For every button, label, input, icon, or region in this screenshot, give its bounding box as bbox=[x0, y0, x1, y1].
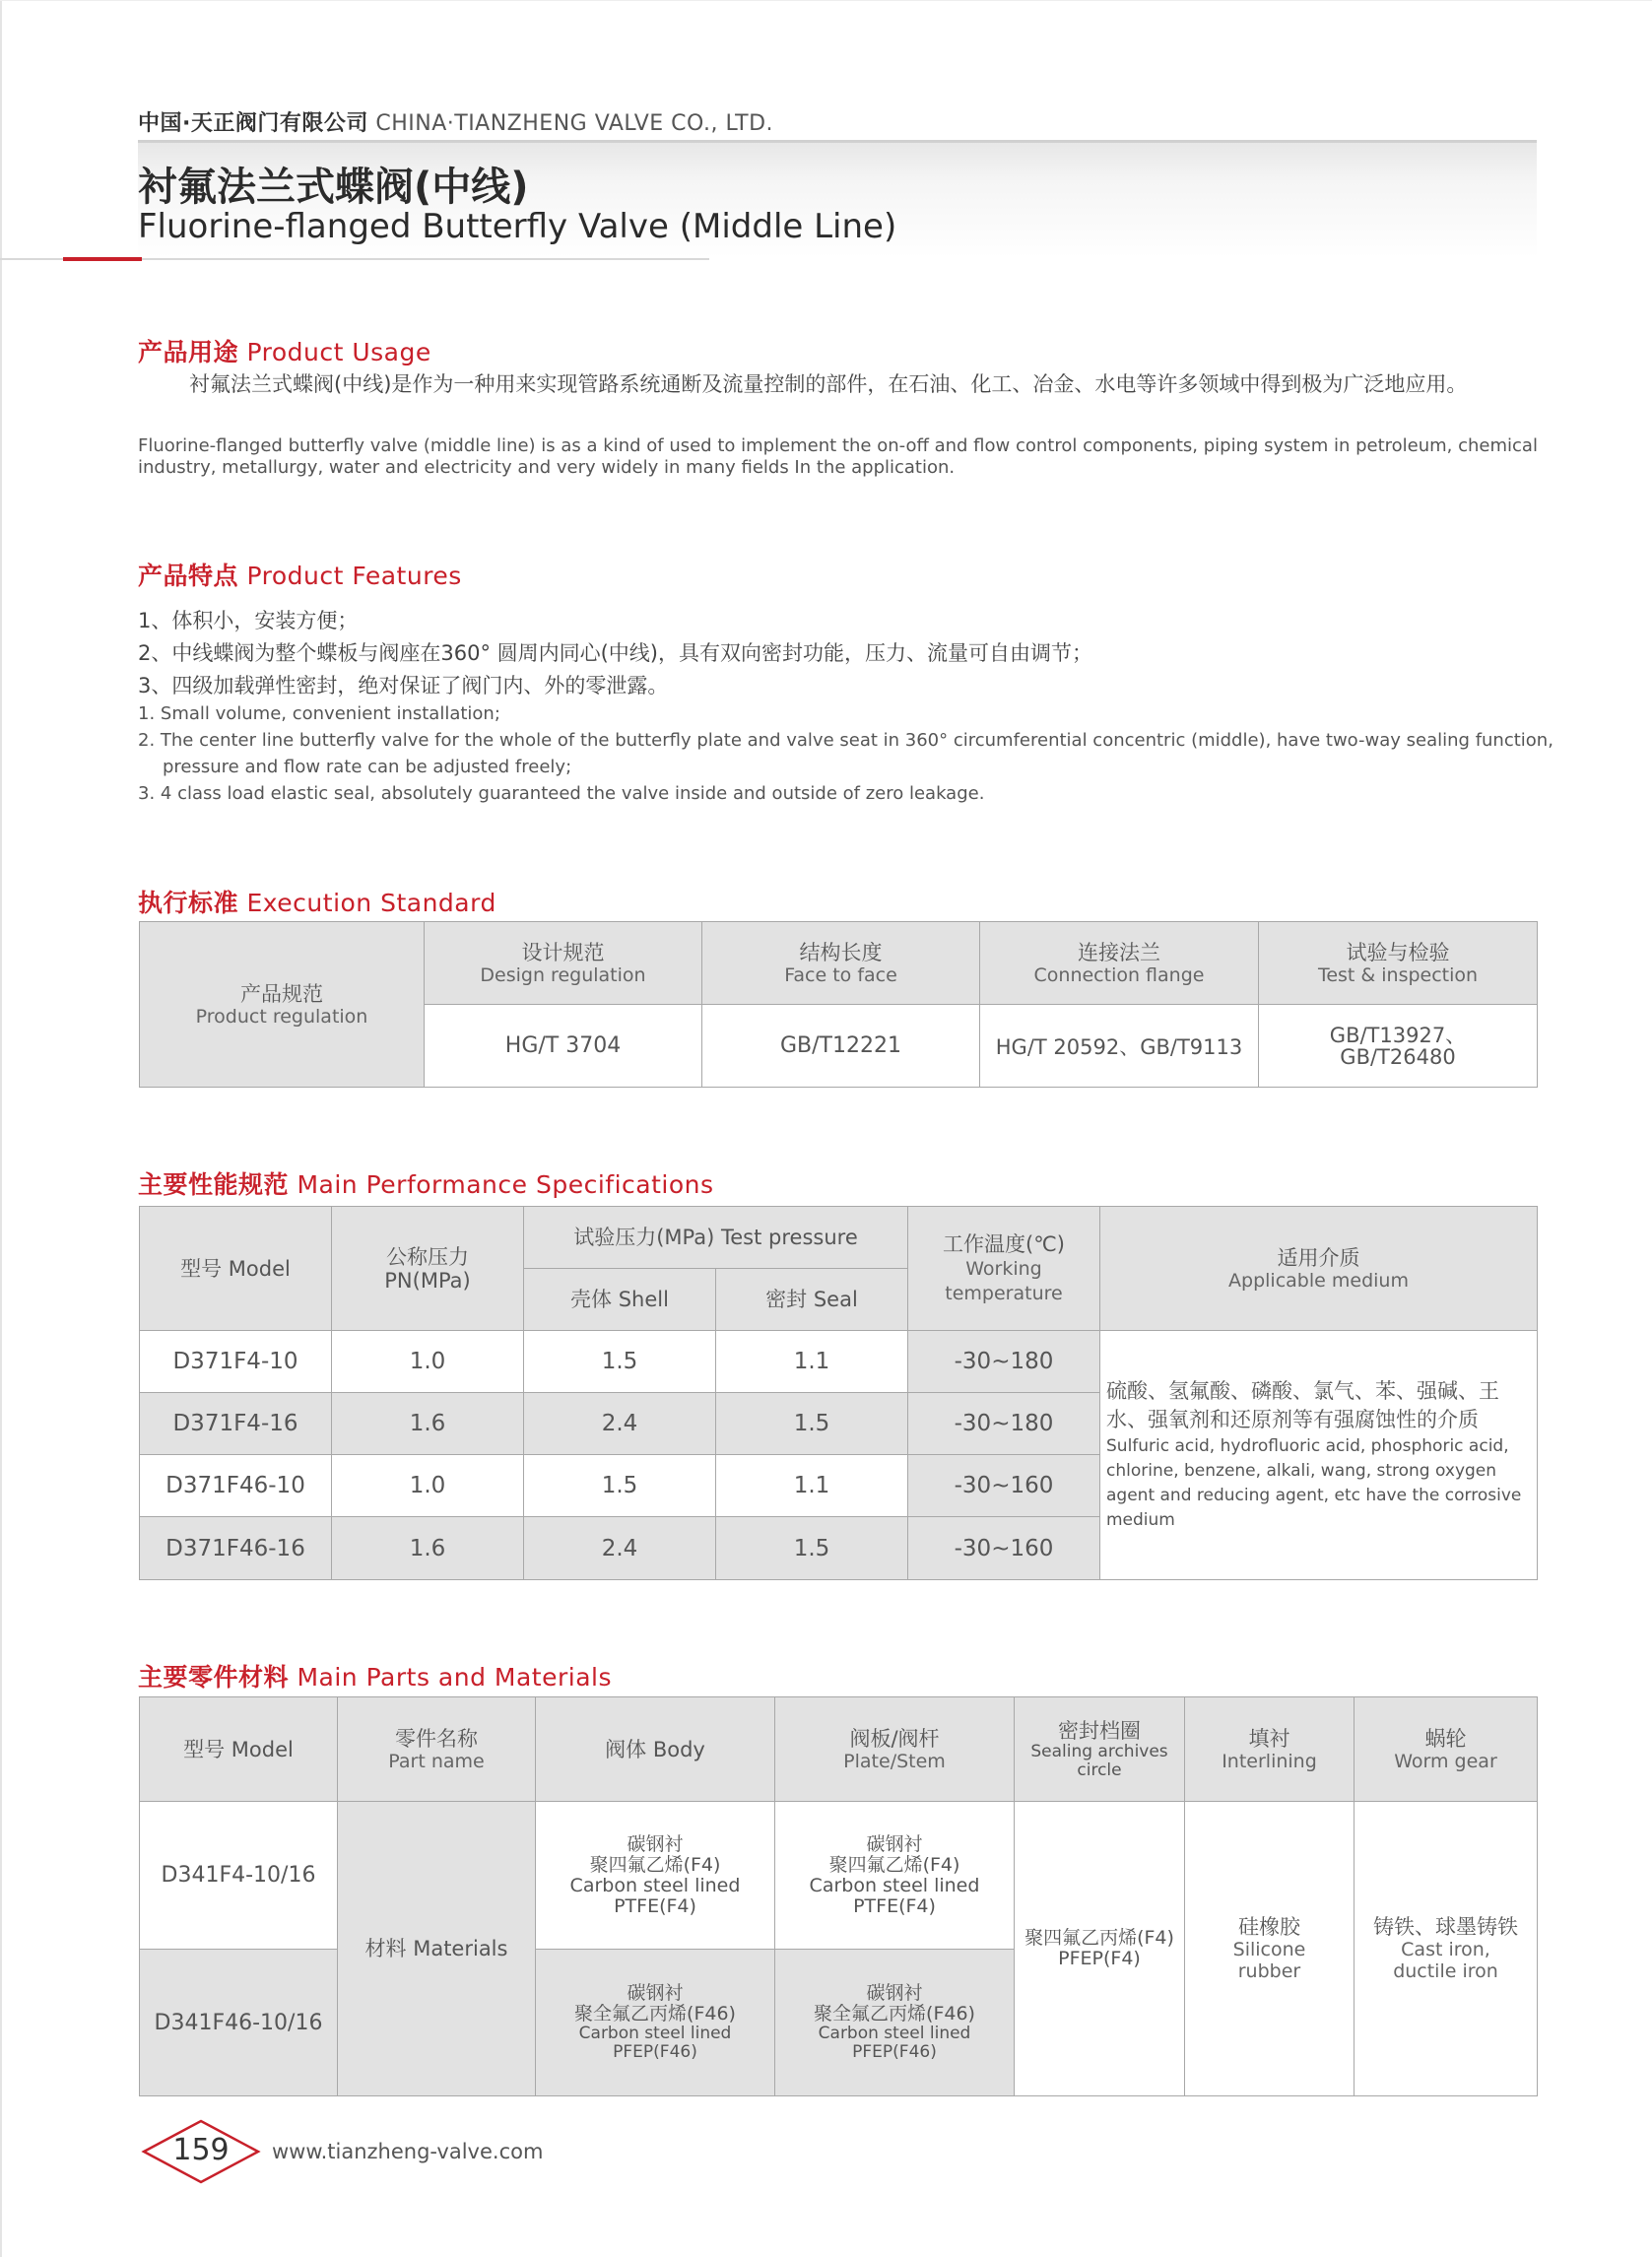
mat-header-interlining-en: Interlining bbox=[1222, 1750, 1317, 1772]
standard-col-header-en: Design regulation bbox=[480, 963, 646, 986]
page-number: 159 bbox=[172, 2133, 230, 2167]
mat-header-worm-en: Worm gear bbox=[1394, 1750, 1497, 1772]
mat-header-part-en: Part name bbox=[388, 1750, 485, 1772]
perf-header-pn-cn: 公称压力 bbox=[386, 1244, 469, 1269]
mat-model-2-text: D341F46-10/16 bbox=[154, 2010, 323, 2035]
standard-col-header-cn: 结构长度 bbox=[799, 940, 883, 964]
features-heading-cn: 产品特点 bbox=[138, 562, 239, 590]
mat-header-seal-cn: 密封档圈 bbox=[1058, 1718, 1141, 1743]
materials-heading bbox=[138, 1658, 612, 1693]
standard-col-header-en: Face to face bbox=[784, 963, 897, 986]
mat-worm-en: Cast iron, bbox=[1401, 1939, 1490, 1960]
company-name-cn: 中国·天正阀门有限公司 bbox=[138, 111, 368, 136]
standard-col-header-cn: 试验与检验 bbox=[1346, 940, 1450, 964]
perf-pn: 1.0 bbox=[409, 1473, 446, 1498]
mat-seal-value bbox=[1014, 1801, 1185, 2096]
table-row-cell bbox=[331, 1454, 524, 1517]
standard-heading bbox=[138, 884, 496, 919]
mat-interlining-en: rubber bbox=[1237, 1960, 1301, 1982]
mat-header-worm-cn: 蜗轮 bbox=[1424, 1726, 1467, 1751]
perf-model: D371F4-16 bbox=[172, 1411, 298, 1436]
mat-header-plate-cn: 阀板/阀杆 bbox=[849, 1726, 940, 1751]
feature-en-1: 1. Small volume, convenient installation; bbox=[138, 703, 500, 724]
standard-row-label bbox=[139, 921, 425, 1088]
perf-shell: 1.5 bbox=[601, 1473, 638, 1498]
perf-header-temp-en: Working bbox=[965, 1258, 1042, 1280]
mat-text: 碳钢衬 bbox=[627, 1982, 684, 2004]
mat-header-plate-en: Plate/Stem bbox=[843, 1750, 946, 1772]
mat-seal-cn: 聚四氟乙丙烯(F4) bbox=[1024, 1927, 1174, 1949]
perf-medium-cn: 硫酸、氢氟酸、磷酸、氯气、苯、强碱、王水、强氧剂和还原剂等有强腐蚀性的介质 bbox=[1106, 1379, 1499, 1431]
standard-value-text: GB/T13927、 GB/T26480 bbox=[1329, 1023, 1467, 1069]
company-name-en: CHINA·TIANZHENG VALVE CO., LTD. bbox=[375, 111, 774, 136]
mat-header-body bbox=[535, 1696, 775, 1802]
perf-header-temp-cn: 工作温度(℃) bbox=[943, 1232, 1065, 1256]
standard-value-text: GB/T12221 bbox=[780, 1033, 901, 1058]
usage-text-en: Fluorine-flanged butterfly valve (middle line) is as a kind of used to implement the on-off and flow control components, piping system in petroleum, chemical industry, metallurgy, water and electricity and very widely in many fields In the application. bbox=[138, 435, 1538, 478]
mat-header-interlining bbox=[1184, 1696, 1355, 1802]
mat-model-2 bbox=[139, 1949, 338, 2096]
standard-col-header-en: Test & inspection bbox=[1317, 963, 1479, 986]
mat-plate-2 bbox=[774, 1949, 1015, 2096]
company-name bbox=[138, 106, 773, 137]
perf-temp: -30~160 bbox=[954, 1473, 1054, 1498]
mat-plate-1 bbox=[774, 1801, 1015, 1950]
usage-heading bbox=[138, 333, 431, 368]
mat-worm-value bbox=[1354, 1801, 1538, 2096]
usage-text-cn: 衬氟法兰式蝶阀(中线)是作为一种用来实现管路系统通断及流量控制的部件，在石油、化工、冶金、水电等许多领域中得到极为广泛地应用。 bbox=[189, 372, 1468, 396]
mat-materials-label bbox=[337, 1801, 536, 2096]
perf-shell: 2.4 bbox=[601, 1535, 638, 1561]
perf-seal: 1.1 bbox=[793, 1473, 830, 1498]
mat-text: Carbon steel lined bbox=[578, 2024, 732, 2043]
mat-text: 聚四氟乙烯(F4) bbox=[828, 1853, 960, 1876]
usage-heading-cn: 产品用途 bbox=[138, 338, 239, 366]
perf-shell: 2.4 bbox=[601, 1411, 638, 1436]
mat-header-model-text: 型号 Model bbox=[183, 1737, 294, 1761]
perf-model: D371F4-10 bbox=[172, 1349, 298, 1374]
table-row-cell bbox=[331, 1330, 524, 1393]
mat-header-plate bbox=[774, 1696, 1015, 1802]
standard-value bbox=[1258, 1004, 1538, 1088]
table-row-cell bbox=[523, 1516, 716, 1580]
standard-value bbox=[979, 1004, 1259, 1088]
perf-header-shell bbox=[523, 1268, 716, 1331]
standard-col-header bbox=[979, 921, 1259, 1005]
mat-header-seal-en: Sealing archives circle bbox=[1030, 1741, 1168, 1780]
mat-text: Carbon steel lined bbox=[818, 2024, 971, 2043]
perf-temp: -30~180 bbox=[954, 1349, 1054, 1374]
standard-row-label-en: Product regulation bbox=[195, 1005, 368, 1028]
table-row-cell bbox=[523, 1392, 716, 1455]
feature-en-2: 2. The center line butterfly valve for the whole of the butterfly plate and valve seat in 360° circumferential concentric (middle), have two-way sealing function, pressure and flow rate can be adjusted freely; bbox=[138, 730, 1553, 777]
perf-pn: 1.6 bbox=[409, 1535, 446, 1561]
standard-row-label-cn: 产品规范 bbox=[240, 981, 323, 1006]
mat-worm-en: ductile iron bbox=[1393, 1960, 1498, 1982]
page-title-cn: 衬氟法兰式蝶阀(中线) bbox=[138, 165, 529, 210]
table-row-cell bbox=[139, 1516, 332, 1580]
features-heading-en: Product Features bbox=[246, 562, 462, 590]
perf-seal: 1.5 bbox=[793, 1535, 830, 1561]
table-row-cell bbox=[907, 1454, 1100, 1517]
performance-heading-en: Main Performance Specifications bbox=[297, 1170, 714, 1199]
page-title-en: Fluorine-flanged Butterfly Valve (Middle Line) bbox=[138, 207, 897, 246]
mat-text: 聚四氟乙烯(F4) bbox=[589, 1853, 721, 1876]
perf-model: D371F46-10 bbox=[165, 1473, 305, 1498]
performance-heading bbox=[138, 1165, 714, 1201]
table-row-cell bbox=[715, 1392, 908, 1455]
table-row-cell bbox=[331, 1516, 524, 1580]
table-row-cell bbox=[715, 1330, 908, 1393]
mat-text: 聚全氟乙丙烯(F46) bbox=[574, 2003, 736, 2025]
mat-text: 聚全氟乙丙烯(F46) bbox=[814, 2003, 975, 2025]
perf-header-model bbox=[139, 1206, 332, 1331]
table-row-cell bbox=[523, 1454, 716, 1517]
mat-header-worm bbox=[1354, 1696, 1538, 1802]
standard-value bbox=[424, 1004, 702, 1088]
feature-cn-2: 2、中线蝶阀为整个蝶板与阀座在360° 圆周内同心(中线)，具有双向密封功能，压力、流量可自由调节； bbox=[138, 641, 1093, 665]
perf-model: D371F46-16 bbox=[165, 1535, 305, 1561]
perf-header-model-text: 型号 Model bbox=[180, 1256, 291, 1281]
mat-text: PTFE(F4) bbox=[614, 1894, 696, 1917]
perf-medium-en: Sulfuric acid, hydrofluoric acid, phosphoric acid, chlorine, benzene, alkali, wang, strong oxygen agent and reducing agent, etc have the corrosive medium bbox=[1106, 1436, 1522, 1530]
mat-model-1 bbox=[139, 1801, 338, 1950]
mat-materials-label-text: 材料 Materials bbox=[364, 1937, 508, 1960]
mat-header-part-cn: 零件名称 bbox=[395, 1726, 478, 1751]
perf-header-pn bbox=[331, 1206, 524, 1331]
perf-header-test-pressure bbox=[523, 1206, 908, 1269]
title-accent-bar bbox=[63, 257, 142, 261]
page-border-left bbox=[0, 0, 2, 2257]
materials-heading-en: Main Parts and Materials bbox=[297, 1663, 612, 1692]
standard-value-text: HG/T 3704 bbox=[504, 1033, 622, 1058]
table-row-cell bbox=[139, 1392, 332, 1455]
mat-worm-cn: 铸铁、球墨铸铁 bbox=[1373, 1915, 1518, 1939]
table-row-cell bbox=[139, 1330, 332, 1393]
standard-heading-cn: 执行标准 bbox=[138, 889, 239, 917]
mat-interlining-cn: 硅橡胶 bbox=[1238, 1915, 1300, 1939]
mat-text: PFEP(F46) bbox=[613, 2042, 697, 2062]
standard-col-header-cn: 连接法兰 bbox=[1078, 940, 1160, 964]
mat-model-1-text: D341F4-10/16 bbox=[161, 1863, 316, 1888]
perf-header-seal-text: 密封 Seal bbox=[765, 1288, 858, 1311]
mat-text: 碳钢衬 bbox=[866, 1832, 923, 1855]
mat-text: 碳钢衬 bbox=[627, 1832, 684, 1855]
perf-header-pn-en: PN(MPa) bbox=[384, 1268, 471, 1293]
perf-header-medium bbox=[1099, 1206, 1538, 1331]
perf-header-temp-en: temperature bbox=[945, 1283, 1063, 1304]
mat-header-model bbox=[139, 1696, 338, 1802]
feature-cn-3: 3、四级加载弹性密封，绝对保证了阀门内、外的零泄露。 bbox=[138, 674, 669, 697]
perf-header-test-pressure-text: 试验压力(MPa) Test pressure bbox=[573, 1226, 858, 1249]
table-row-cell bbox=[715, 1516, 908, 1580]
perf-medium-cell bbox=[1099, 1330, 1538, 1580]
features-heading bbox=[138, 557, 462, 592]
mat-seal-en: PFEP(F4) bbox=[1058, 1948, 1141, 1969]
table-row-cell bbox=[523, 1330, 716, 1393]
standard-col-header bbox=[701, 921, 980, 1005]
perf-header-medium-en: Applicable medium bbox=[1228, 1269, 1409, 1292]
perf-pn: 1.6 bbox=[409, 1411, 446, 1436]
table-row-cell bbox=[715, 1454, 908, 1517]
mat-header-interlining-cn: 填衬 bbox=[1248, 1726, 1290, 1751]
perf-temp: -30~180 bbox=[954, 1411, 1054, 1436]
perf-header-seal bbox=[715, 1268, 908, 1331]
standard-heading-en: Execution Standard bbox=[246, 889, 496, 917]
standard-value bbox=[701, 1004, 980, 1088]
header-rule bbox=[138, 140, 1537, 143]
table-row-cell bbox=[331, 1392, 524, 1455]
standard-col-header bbox=[1258, 921, 1538, 1005]
mat-interlining-en: Silicone bbox=[1232, 1939, 1306, 1960]
table-row-cell bbox=[139, 1454, 332, 1517]
perf-temp: -30~160 bbox=[954, 1535, 1054, 1561]
mat-interlining-value bbox=[1184, 1801, 1355, 2096]
standard-col-header-en: Connection flange bbox=[1033, 963, 1205, 986]
perf-header-medium-cn: 适用介质 bbox=[1277, 1245, 1360, 1270]
mat-header-body-text: 阀体 Body bbox=[605, 1737, 705, 1761]
mat-text: Carbon steel lined bbox=[809, 1874, 980, 1896]
perf-seal: 1.5 bbox=[793, 1411, 830, 1436]
page-border-top bbox=[0, 0, 1652, 1]
mat-header-seal bbox=[1014, 1696, 1185, 1802]
feature-en-3: 3. 4 class load elastic seal, absolutely guaranteed the valve inside and outside of zero leakage. bbox=[138, 783, 985, 804]
mat-body-1 bbox=[535, 1801, 775, 1950]
perf-header-temp bbox=[907, 1206, 1100, 1331]
performance-heading-cn: 主要性能规范 bbox=[138, 1170, 290, 1199]
website-link[interactable]: www.tianzheng-valve.com bbox=[272, 2140, 544, 2163]
standard-col-header-cn: 设计规范 bbox=[521, 940, 605, 964]
table-row-cell bbox=[907, 1330, 1100, 1393]
materials-heading-cn: 主要零件材料 bbox=[138, 1663, 290, 1692]
mat-text: PFEP(F46) bbox=[852, 2042, 937, 2062]
standard-value-text: HG/T 20592、GB/T9113 bbox=[995, 1034, 1243, 1059]
standard-col-header bbox=[424, 921, 702, 1005]
mat-text: Carbon steel lined bbox=[569, 1874, 741, 1896]
perf-seal: 1.1 bbox=[793, 1349, 830, 1374]
mat-body-2 bbox=[535, 1949, 775, 2096]
mat-text: PTFE(F4) bbox=[853, 1894, 936, 1917]
mat-text: 碳钢衬 bbox=[866, 1982, 923, 2004]
table-row-cell bbox=[907, 1516, 1100, 1580]
mat-header-part bbox=[337, 1696, 536, 1802]
table-row-cell bbox=[907, 1392, 1100, 1455]
perf-header-shell-text: 壳体 Shell bbox=[570, 1288, 669, 1311]
usage-heading-en: Product Usage bbox=[246, 338, 431, 366]
perf-pn: 1.0 bbox=[409, 1349, 446, 1374]
feature-cn-1: 1、体积小，安装方便； bbox=[138, 609, 359, 632]
perf-shell: 1.5 bbox=[601, 1349, 638, 1374]
